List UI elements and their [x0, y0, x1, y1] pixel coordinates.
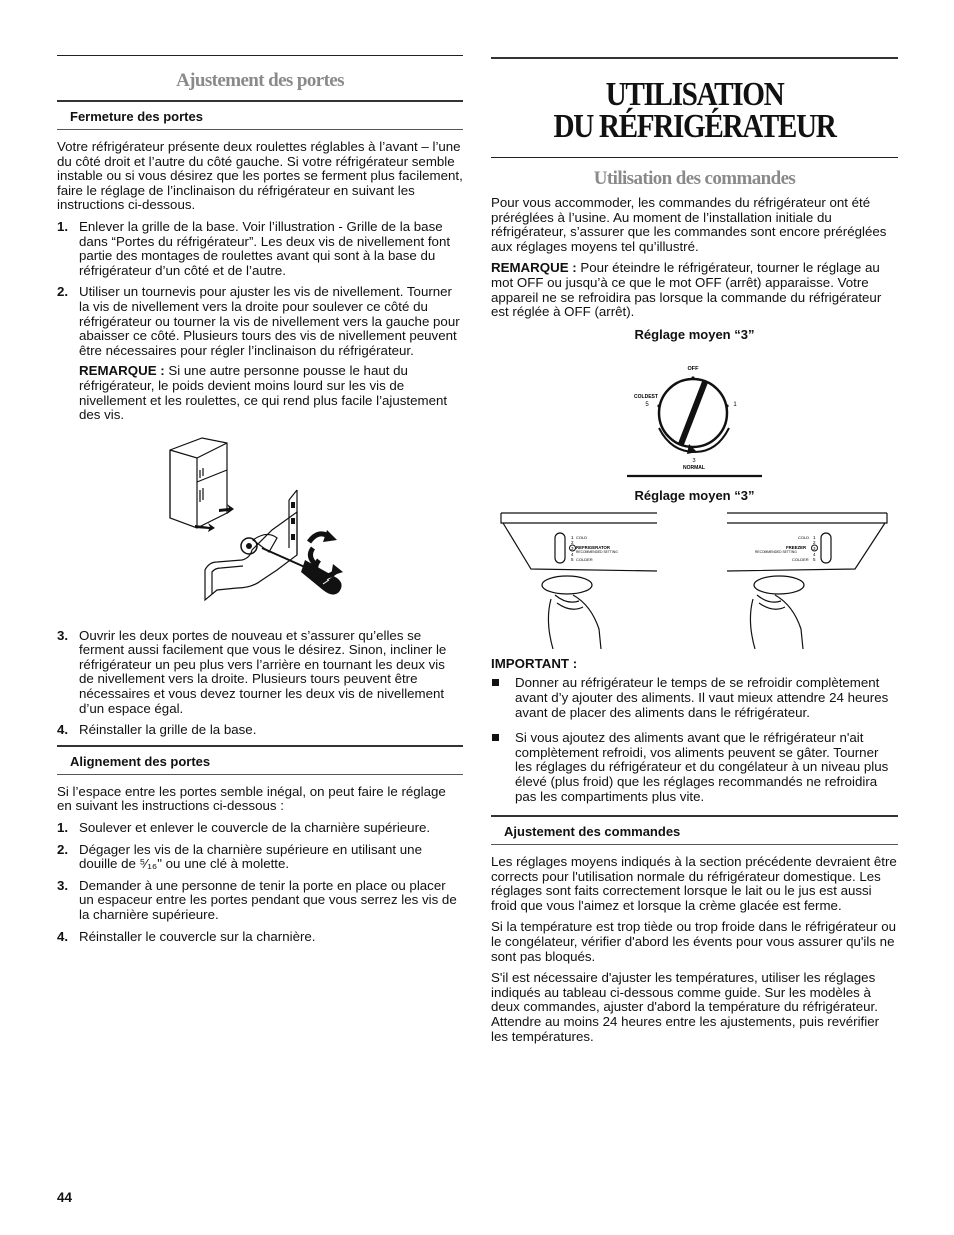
- commandes-intro: Pour vous accommoder, les commandes du réfrigérateur ont été préréglées à l’usine. Au moment de l’installation initiale du réfrigérateur, s’assurer que les commandes sont encore préréglées aux réglages moyens tel qu’illustré.: [491, 195, 887, 254]
- list-item: 2. Utiliser un tournevis pour ajuster les vis de nivellement. Tourner la vis de nivellement vers la droite pour soulever ce côté du réfrigérateur ou tourner la vis de nivellement vers la gauche pour abaisser ce côté. Plusieurs tours des vis de nivellement peuvent être nécessaires pour régler l’inclinaison du réfrigérateur. REMARQUE : Si une autre personne pousse le haut du réfrigérateur, le poids devient moins lourd sur les vis de nivellement et les roulettes, ce qui rend plus facile l’ajustement des vis.: [57, 285, 463, 422]
- list-item: 3. Ouvrir les deux portes de nouveau et s’assurer qu’elles se ferment aussi facilement que vous le désirez. Sinon, incliner le réfrigérateur un peu plus vers l’arrière en tournant les deux vis de nivellement vers la droite. Plusieurs tours peuvent être nécessaires et vous devez tourner les deux vis de nivellement d’un espace égal.: [57, 627, 447, 716]
- svg-text:1: 1: [733, 401, 737, 408]
- svg-text:5: 5: [645, 401, 649, 408]
- rule: [57, 129, 463, 130]
- svg-text:COLD: COLD: [798, 534, 810, 540]
- heading-ajustement-commandes: Ajustement des commandes: [504, 824, 681, 840]
- svg-text:1: 1: [571, 534, 574, 540]
- svg-text:RECOMMENDED SETTING: RECOMMENDED SETTING: [755, 549, 797, 554]
- freezer-control-panel: [727, 513, 887, 649]
- left-column: [57, 55, 463, 951]
- top-rule: [57, 55, 463, 56]
- svg-text:RECOMMENDED SETTING: RECOMMENDED SETTING: [576, 549, 618, 554]
- page-number: 44: [57, 1190, 73, 1205]
- bullet-icon: [492, 734, 499, 741]
- remark: REMARQUE : Si une autre personne pousse le haut du réfrigérateur, le poids devient moins lourd sur les vis de nivellement et les roulettes, ce qui rend plus facile l’ajustement des vis.: [79, 363, 448, 423]
- refrigerator-scale: [570, 535, 619, 562]
- rule: [491, 157, 898, 158]
- caption-panel: Réglage moyen “3”: [634, 487, 755, 503]
- refrigerator-control-panel: [501, 513, 657, 649]
- svg-text:3: 3: [692, 457, 696, 464]
- top-rule: [491, 57, 898, 59]
- bullet-icon: [492, 679, 499, 686]
- svg-text:3: 3: [571, 545, 574, 551]
- heading-fermeture: Fermeture des portes: [70, 109, 203, 124]
- list-item: 3. Demander à une personne de tenir la porte en place ou placer un espaceur entre les portes pendant que vous serrez les vis de la charnière supérieure.: [57, 877, 457, 922]
- list-item: 2. Dégager les vis de la charnière supérieure en utilisant une douille de ⁵⁄₁₆" ou une clé à molette.: [57, 841, 422, 872]
- section-title-utilisation-commandes: Utilisation des commandes: [593, 168, 796, 189]
- list-item: 1. Enlever la grille de la base. Voir l’illustration - Grille de la base dans “Portes du réfrigérateur”. Les deux vis de nivellement font partie des montages de roulettes avant qui sont à la base du réfrigérateur d’un côté et de l’autre.: [57, 218, 451, 278]
- freezer-scale: [755, 535, 818, 562]
- list-item: Donner au réfrigérateur le temps de se refroidir complètement avant d’y ajouter des aliments. Il vaut mieux attendre 24 heures avant de placer des aliments dans le réfrigérateur.: [491, 676, 898, 720]
- alignement-intro: Si l’espace entre les portes semble inégal, on peut faire le réglage en suivant les instructions ci-dessous :: [57, 783, 446, 814]
- svg-text:2: 2: [813, 539, 816, 545]
- svg-text:1: 1: [813, 534, 816, 540]
- caption-dial: Réglage moyen “3”: [634, 326, 755, 342]
- rule: [57, 774, 463, 775]
- paragraph: S'il est nécessaire d'ajuster les températures, utiliser les réglages indiqués au tableau ci-dessous comme guide. Sur les modèles à deux commandes, ajuster d'abord la température du réfrigérateur. Attendre au moins 24 heures entre les ajustements, puis revérifier les températures.: [491, 970, 880, 1044]
- page-title: UTILISATION DU RÉFRIGÉRATEUR: [553, 76, 836, 145]
- control-panel-illustration: [491, 509, 898, 649]
- svg-text:3: 3: [813, 545, 816, 551]
- svg-text:NORMAL: NORMAL: [683, 464, 705, 471]
- leveling-screw-illustration: [57, 430, 463, 625]
- svg-text:OFF: OFF: [687, 365, 699, 372]
- fermeture-intro: Votre réfrigérateur présente deux roulettes réglables à l’avant – l’une du côté droit et l’autre du côté gauche. Si votre réfrigérateur semble instable ou si vous désirez que les portes se ferment plus facilement, faire le réglage de l’inclinaison du réfrigérateur en suivant les instructions ci-dessous.: [57, 139, 463, 213]
- rule: [491, 844, 898, 845]
- dial-knob: [657, 376, 729, 454]
- commandes-remark: REMARQUE : Pour éteindre le réfrigérateur, tourner le réglage au mot OFF ou jusqu’à ce que le mot OFF (arrêt) apparaisse. Votre appareil ne se refroidira pas lorsque la commande du réfrigérateur est réglée à OFF (arrêt).: [491, 260, 882, 320]
- list-item: Si vous ajoutez des aliments avant que le réfrigérateur n'ait complètement refroidi, vos aliments peuvent se gâter. Tourner les réglages du réfrigérateur et du congélateur à un niveau plus élevé (plus froid) que les réglages recommandés ne refroidira pas les compartiments plus vite.: [491, 731, 898, 804]
- svg-text:4: 4: [813, 551, 816, 557]
- right-column: [491, 57, 898, 1051]
- svg-text:5: 5: [571, 556, 574, 562]
- svg-text:FREEZER: FREEZER: [786, 544, 807, 550]
- paragraph: Les réglages moyens indiqués à la section précédente devraient être corrects pour l'utilisation normale du réfrigérateur domestique. Les réglages sont faits correctement lorsque le lait ou le jus est aussi froid que vous l'aimez et lorsque la crème glacée est ferme.: [491, 854, 897, 913]
- svg-text:COLDER: COLDER: [792, 556, 809, 562]
- svg-text:COLD: COLD: [576, 534, 588, 540]
- list-item: 4. Réinstaller le couvercle sur la charnière.: [57, 928, 316, 944]
- svg-text:4: 4: [571, 551, 574, 557]
- heading-alignement: Alignement des portes: [70, 753, 211, 769]
- svg-text:COLDER: COLDER: [576, 556, 593, 562]
- section-title-ajustement-portes: Ajustement des portes: [176, 70, 344, 91]
- svg-text:5: 5: [813, 556, 816, 562]
- list-item: 4. Réinstaller la grille de la base.: [57, 722, 257, 738]
- important-label: IMPORTANT :: [491, 655, 578, 671]
- svg-text:2: 2: [571, 539, 574, 545]
- svg-text:REFRIGERATOR: REFRIGERATOR: [576, 544, 610, 550]
- list-item: 1. Soulever et enlever le couvercle de la charnière supérieure.: [57, 820, 431, 836]
- paragraph: Si la température est trop tiède ou trop froide dans le réfrigérateur ou le congélateur, vérifier d'abord les évents pour vous assurer qu'ils ne sont pas bloqués.: [491, 919, 897, 964]
- svg-text:COLDEST: COLDEST: [634, 393, 658, 400]
- dial-illustration: [491, 348, 898, 478]
